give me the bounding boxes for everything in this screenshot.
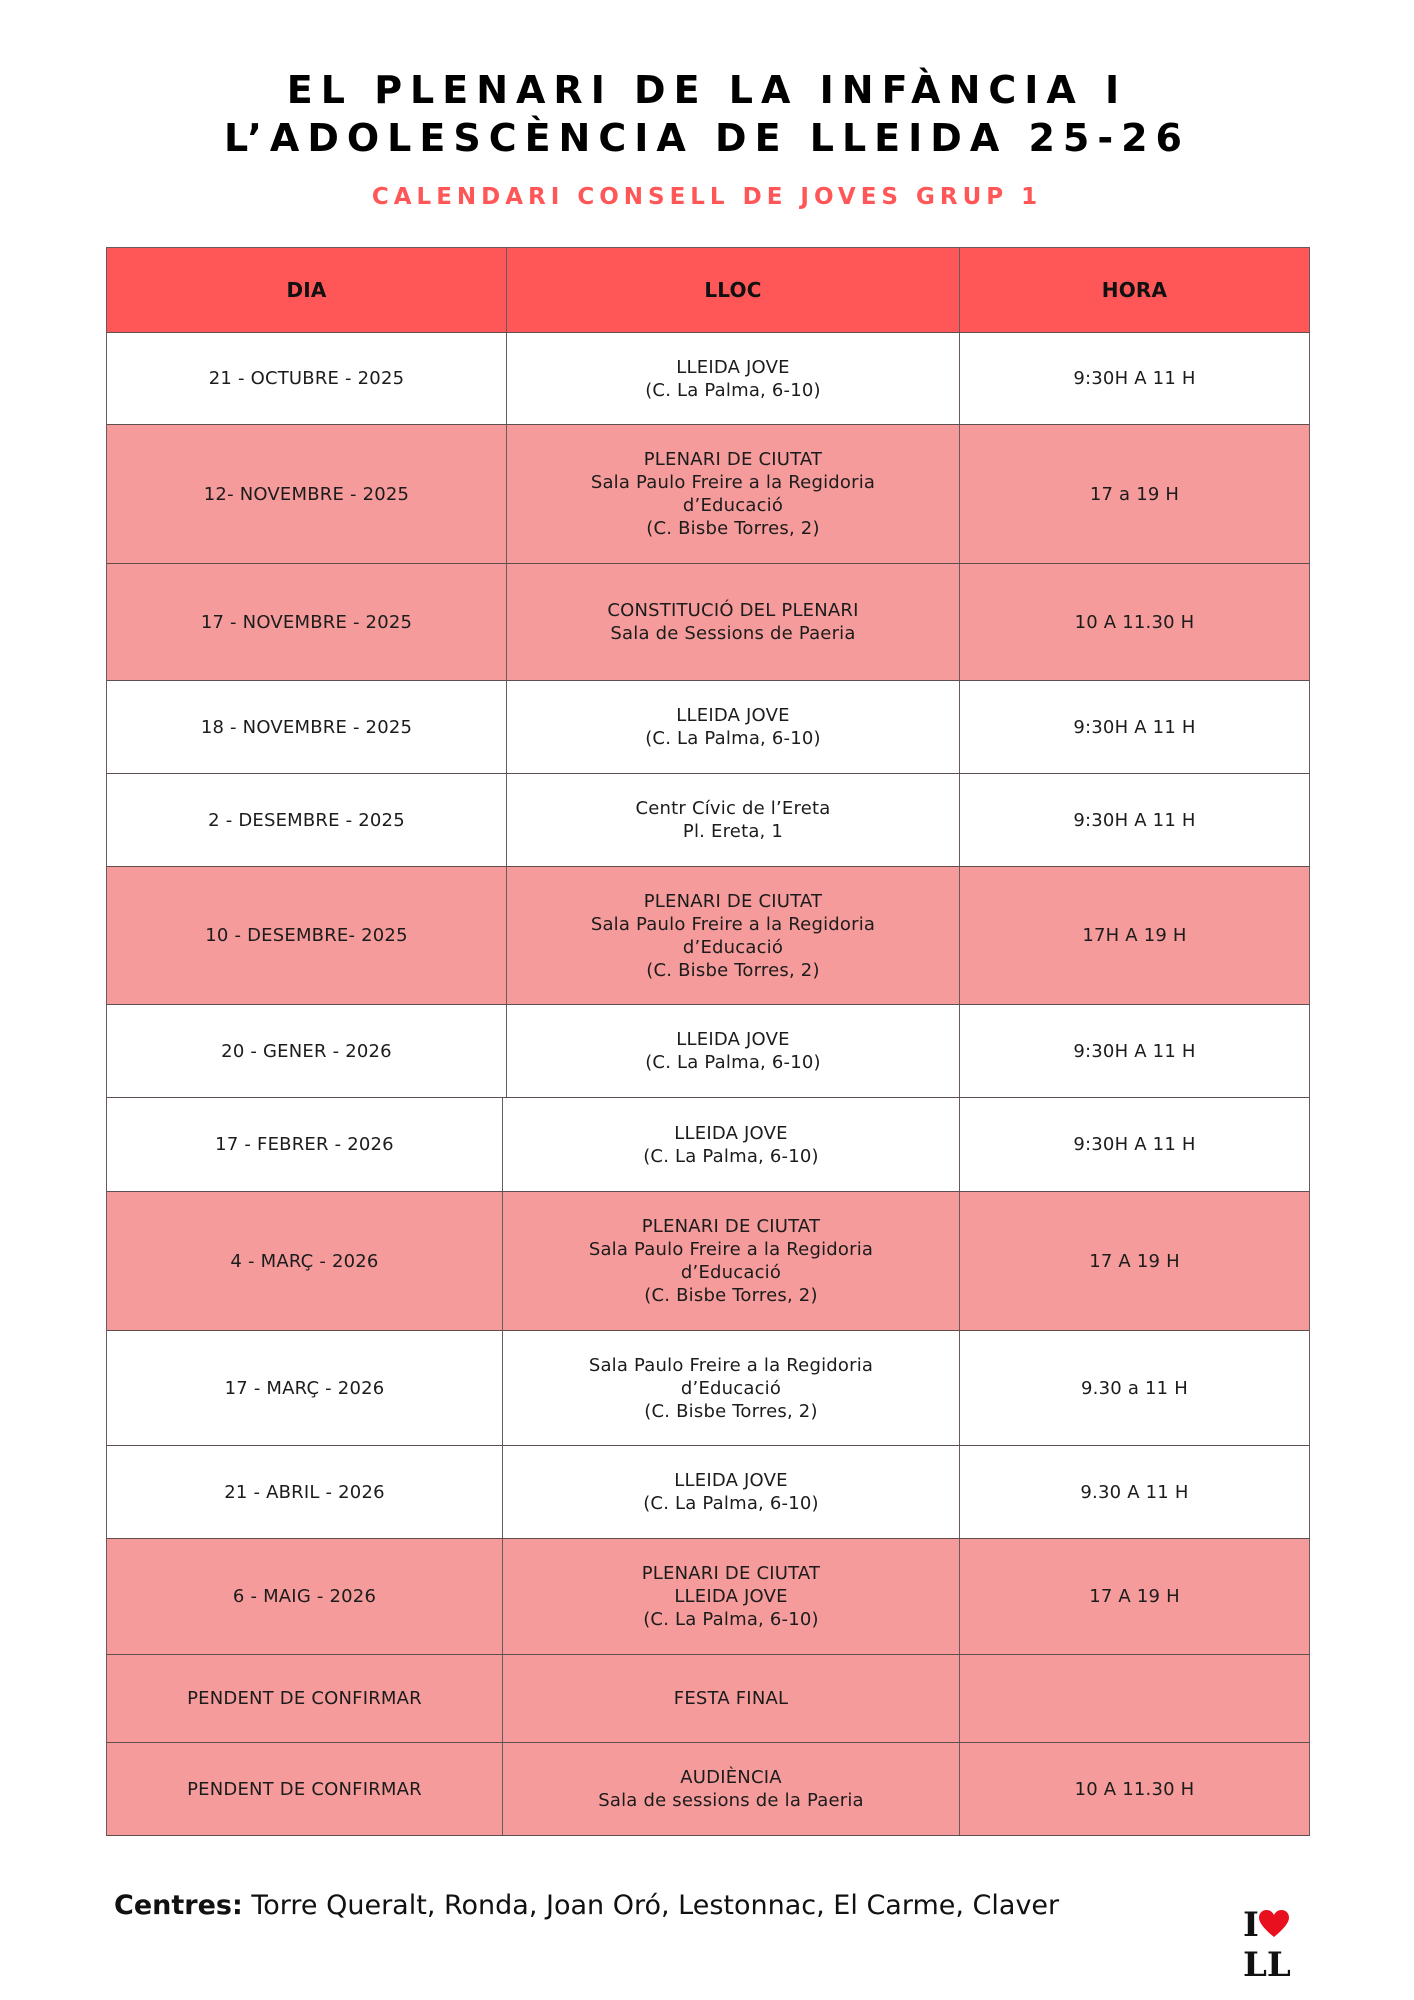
cell-dia: 2 - DESEMBRE - 2025 [107, 774, 507, 866]
table-row [107, 774, 1309, 867]
lloc-line: (C. Bisbe Torres, 2) [644, 1285, 818, 1306]
logo-letter-i: I [1243, 1905, 1259, 1945]
cell-hora: 10 A 11.30 H [1074, 611, 1195, 633]
table-row [107, 1331, 1309, 1446]
cell-hora: 9:30H A 11 H [1073, 1134, 1196, 1155]
footer-centres [114, 1890, 1059, 1921]
title-line-1: EL PLENARI DE LA INFÀNCIA I [286, 68, 1128, 112]
cell-hora: 9.30 A 11 H [1080, 1481, 1189, 1503]
cell-lloc [503, 1446, 960, 1538]
table-row [107, 1539, 1309, 1655]
i-love-ll-logo [1243, 1905, 1313, 1985]
cell-dia: PENDENT DE CONFIRMAR [107, 1655, 503, 1742]
cell-dia: 21 - OCTUBRE - 2025 [107, 333, 507, 424]
lloc-line: (C. La Palma, 6-10) [645, 379, 821, 401]
cell-hora: 9:30H A 11 H [1073, 368, 1196, 389]
table-header-row [107, 248, 1309, 333]
cell-dia: 20 - GENER - 2026 [107, 1005, 507, 1097]
cell-lloc [503, 1331, 960, 1445]
cell-dia: 10 - DESEMBRE- 2025 [107, 867, 507, 1004]
lloc-line: (C. Bisbe Torres, 2) [644, 1400, 818, 1422]
cell-hora: 17H A 19 H [1082, 925, 1187, 946]
lloc-line: PLENARI DE CIUTAT [641, 1216, 821, 1237]
lloc-line: Sala Paulo Freire a la Regidoria [590, 472, 876, 493]
cell-hora: 17 a 19 H [1089, 483, 1180, 505]
lloc-line: d’Educació [682, 495, 784, 516]
lloc-line: LLEIDA JOVE [674, 1122, 788, 1144]
cell-hora: 9:30H A 11 H [1073, 716, 1196, 738]
lloc-line: (C. La Palma, 6-10) [645, 1052, 821, 1073]
cell-dia: 17 - NOVEMBRE - 2025 [107, 564, 507, 680]
lloc-line: Sala de sessions de la Paeria [598, 1790, 864, 1811]
table-row [107, 1655, 1309, 1743]
lloc-line: Pl. Ereta, 1 [682, 821, 784, 842]
cell-lloc [503, 1539, 960, 1654]
cell-dia: 12- NOVEMBRE - 2025 [107, 425, 507, 563]
cell-lloc [503, 1192, 960, 1330]
centres-label: Centres: [114, 1890, 243, 1921]
table-row [107, 1446, 1309, 1539]
lloc-line: LLEIDA JOVE [674, 1586, 788, 1607]
lloc-line: AUDIÈNCIA [680, 1767, 782, 1788]
lloc-line: CONSTITUCIÓ DEL PLENARI [607, 600, 859, 621]
table-body [107, 333, 1309, 1836]
cell-lloc [503, 1098, 960, 1191]
lloc-line: Sala Paulo Freire a la Regidoria [588, 1239, 874, 1260]
heart-icon [1259, 1907, 1289, 1947]
lloc-line: d’Educació [680, 1262, 782, 1283]
lloc-line: (C. La Palma, 6-10) [645, 728, 821, 749]
logo-letters-ll: LL [1243, 1945, 1291, 1985]
cell-lloc [507, 564, 960, 680]
cell-lloc [507, 774, 960, 866]
lloc-line: LLEIDA JOVE [674, 1470, 788, 1491]
lloc-line: d’Educació [680, 1377, 782, 1399]
lloc-line: (C. Bisbe Torres, 2) [646, 959, 820, 981]
lloc-line: LLEIDA JOVE [676, 705, 790, 726]
table-row [107, 1743, 1309, 1836]
table-row [107, 1192, 1309, 1331]
page-subtitle: CALENDARI CONSELL DE JOVES GRUP 1 [371, 184, 1043, 210]
cell-hora: 17 A 19 H [1089, 1250, 1180, 1272]
cell-hora: 10 A 11.30 H [1074, 1778, 1195, 1800]
cell-hora: 9:30H A 11 H [1073, 1040, 1196, 1062]
cell-lloc [503, 1743, 960, 1835]
lloc-line: (C. La Palma, 6-10) [643, 1609, 819, 1630]
cell-lloc [507, 1005, 960, 1097]
table-row [107, 1098, 1309, 1192]
lloc-line: Sala Paulo Freire a la Regidoria [590, 913, 876, 935]
cell-hora: 17 A 19 H [1089, 1586, 1180, 1607]
lloc-line: (C. La Palma, 6-10) [643, 1493, 819, 1514]
table-row [107, 564, 1309, 681]
cell-dia: 17 - MARÇ - 2026 [107, 1331, 503, 1445]
lloc-line: (C. Bisbe Torres, 2) [646, 518, 820, 539]
table-row [107, 867, 1309, 1005]
table-row [107, 425, 1309, 564]
lloc-line: Sala Paulo Freire a la Regidoria [588, 1354, 874, 1376]
lloc-line: (C. La Palma, 6-10) [643, 1145, 819, 1167]
cell-hora [960, 1655, 1309, 1742]
page-title [0, 66, 1414, 162]
lloc-line: LLEIDA JOVE [676, 356, 790, 378]
centres-list: Torre Queralt, Ronda, Joan Oró, Lestonnac, El Carme, Claver [251, 1890, 1060, 1921]
cell-dia: 6 - MAIG - 2026 [107, 1539, 503, 1654]
cell-lloc [503, 1655, 960, 1742]
cell-lloc [507, 333, 960, 424]
cell-dia: 21 - ABRIL - 2026 [107, 1446, 503, 1538]
column-header-hora: HORA [1101, 277, 1168, 302]
lloc-line: FESTA FINAL [673, 1688, 789, 1709]
table-row [107, 1005, 1309, 1098]
cell-lloc [507, 681, 960, 773]
lloc-line: Sala de Sessions de Paeria [610, 623, 856, 644]
lloc-line: Centr Cívic de l’Ereta [635, 798, 831, 819]
cell-hora: 9.30 a 11 H [1081, 1377, 1188, 1399]
table-row [107, 333, 1309, 425]
cell-hora: 9:30H A 11 H [1073, 809, 1196, 831]
lloc-line: LLEIDA JOVE [676, 1029, 790, 1050]
column-header-lloc: LLOC [507, 248, 960, 332]
cell-dia: 17 - FEBRER - 2026 [107, 1098, 503, 1191]
cell-lloc [507, 425, 960, 563]
cell-dia: 4 - MARÇ - 2026 [107, 1192, 503, 1330]
lloc-line: PLENARI DE CIUTAT [643, 449, 823, 470]
lloc-line: PLENARI DE CIUTAT [641, 1563, 821, 1584]
cell-dia: 18 - NOVEMBRE - 2025 [107, 681, 507, 773]
column-header-dia: DIA [107, 248, 507, 332]
calendar-table [106, 247, 1310, 1836]
title-line-2: L’ADOLESCÈNCIA DE LLEIDA 25-26 [224, 116, 1190, 160]
cell-lloc [507, 867, 960, 1004]
table-row [107, 681, 1309, 774]
lloc-line: PLENARI DE CIUTAT [643, 890, 823, 912]
cell-dia: PENDENT DE CONFIRMAR [107, 1743, 503, 1835]
lloc-line: d’Educació [682, 936, 784, 958]
